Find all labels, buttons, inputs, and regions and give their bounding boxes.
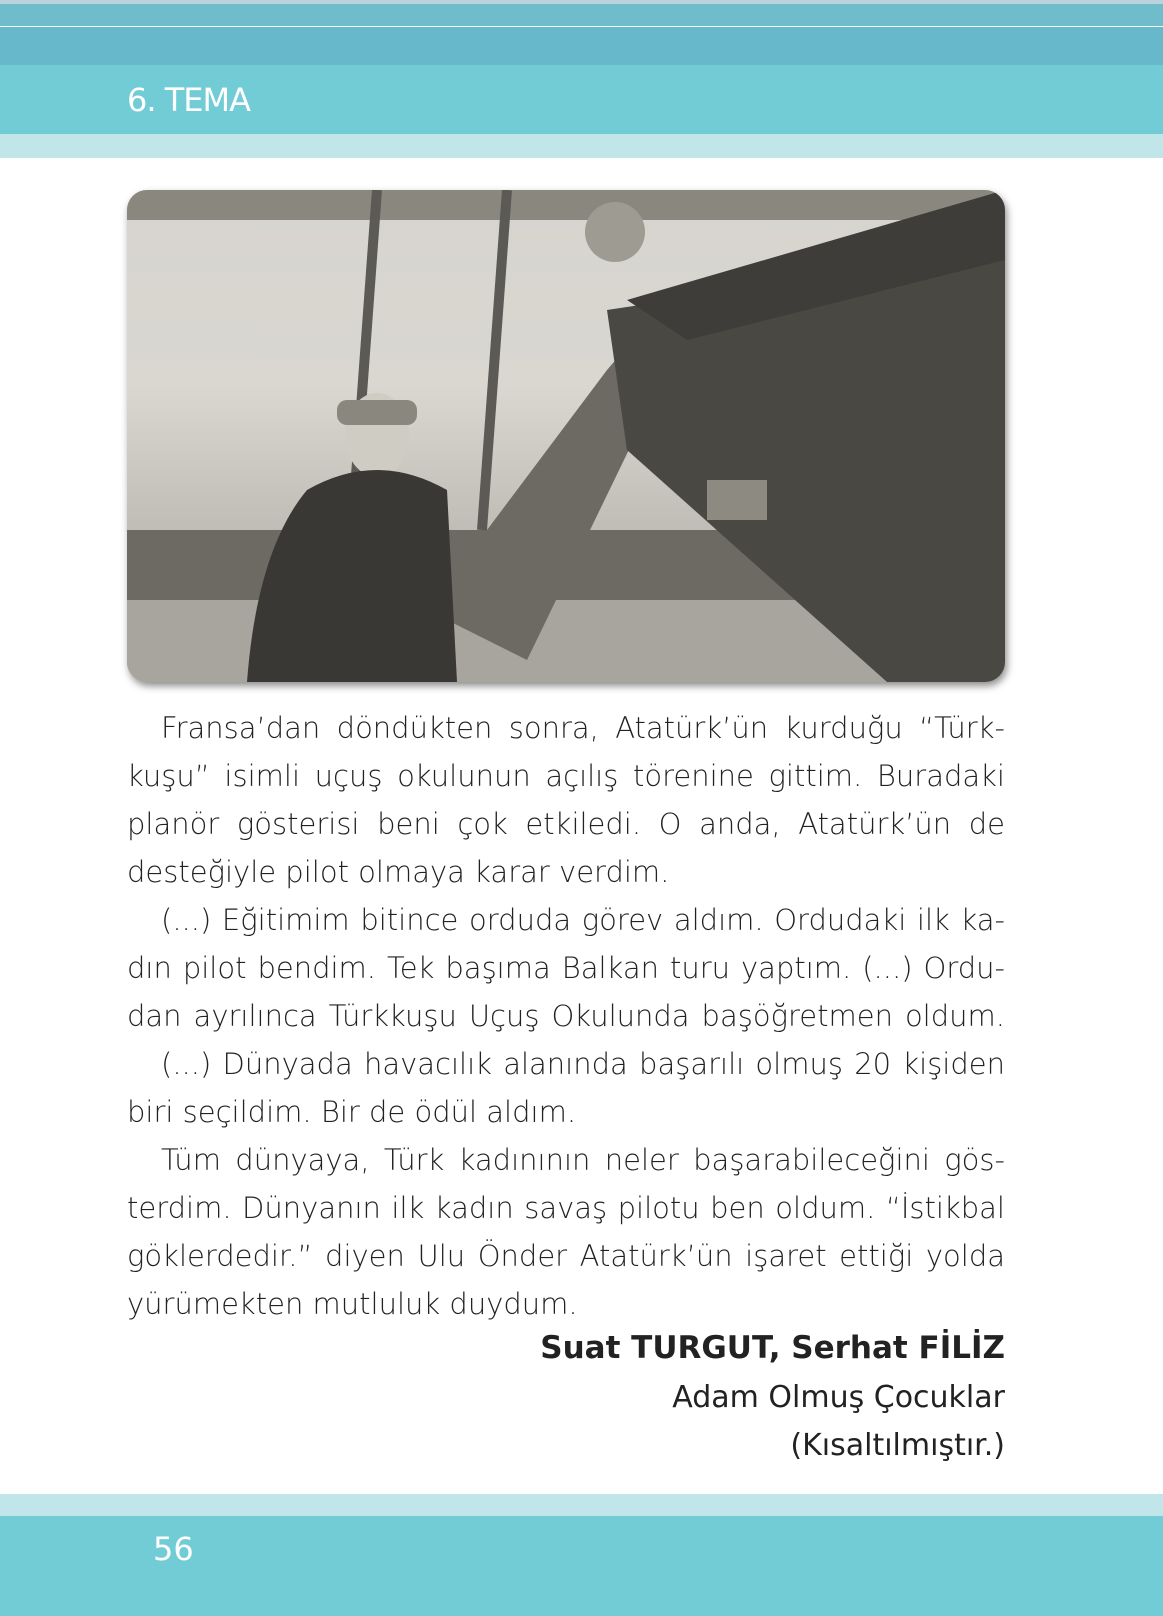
text-line: (...) Dünyada havacılık alanında başarılı olmuş 20 kişiden (161, 1047, 1005, 1081)
theme-title: 6. TEMA (127, 81, 250, 119)
text-line: Fransa’dan döndükten sonra, Atatürk’ün kurduğu “Türk- (161, 711, 1005, 745)
text-line: dan ayrılınca Türkkuşu Uçuş Okulunda başöğretmen oldum. (127, 999, 1005, 1033)
text-line: kuşu” isimli uçuş okulunun açılış törenine gittim. Buradaki (127, 759, 1005, 793)
theme-header (0, 65, 1163, 134)
body-text (127, 704, 1005, 1328)
historical-photo (127, 190, 1005, 682)
text-line: planör gösterisi beni çok etkiledi. O anda, Atatürk’ün de (127, 807, 1005, 841)
text-line: (...) Eğitimim bitince orduda görev aldım. Ordudaki ilk ka- (161, 903, 1005, 937)
photo-illustration (127, 190, 1005, 682)
text-line: göklerdedir.” diyen Ulu Önder Atatürk’ün işaret ettiği yolda (127, 1239, 1005, 1273)
text-line: desteğiyle pilot olmaya karar verdim. (127, 855, 670, 889)
footer-light-band (0, 1494, 1163, 1516)
top-band (0, 4, 1163, 26)
text-line: terdim. Dünyanın ilk kadın savaş pilotu ben oldum. “İstikbal (127, 1191, 1005, 1225)
source-book: Adam Olmuş Çocuklar (672, 1380, 1005, 1415)
top-band-2 (0, 27, 1163, 65)
text-line: biri seçildim. Bir de ödül aldım. (127, 1095, 577, 1129)
source-authors: Suat TURGUT, Serhat FİLİZ (540, 1330, 1005, 1366)
text-line: dın pilot bendim. Tek başıma Balkan turu yaptım. (...) Ordu- (127, 951, 1005, 985)
page-number: 56 (153, 1530, 194, 1568)
text-line: yürümekten mutluluk duydum. (127, 1287, 578, 1321)
text-line: Tüm dünyaya, Türk kadınının neler başarabileceğini gös- (161, 1143, 1005, 1177)
footer (0, 1516, 1163, 1616)
header-light-band (0, 134, 1163, 158)
source-note: (Kısaltılmıştır.) (790, 1428, 1005, 1463)
